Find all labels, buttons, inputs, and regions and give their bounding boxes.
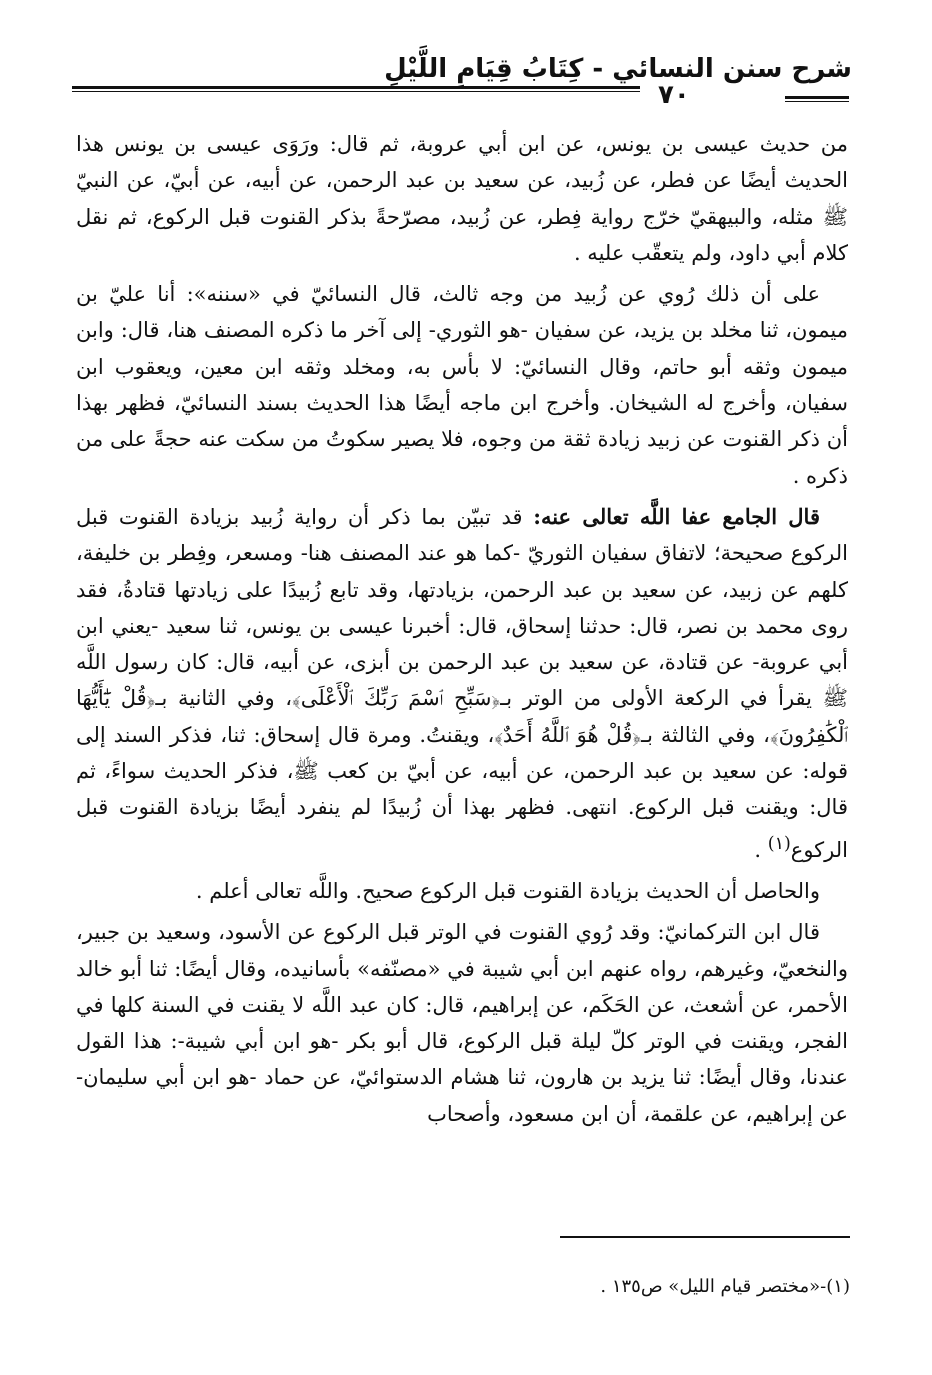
paragraph-3-text: قد تبيّن بما ذكر أن رواية زُبيد بزيادة القنوت قبل الركوع صحيحة؛ لاتفاق سفيان الثوريّ -كما هو عند المصنف هنا- ومسعر، وفِطر بن خليفة، كلهم عن زبيد، عن سعيد بن عبد الرحمن، بزيادتها، وقد تابع زُبيدًا على زيادتها قتادةُ، فقد روى محمد بن نصر، قال: حدثنا إسحاق، قال: أخبرنا عيسى بن يونس، ثنا سعيد -يعني ابن أبي عروبة- عن قتادة، عن سعيد بن عبد الرحمن بن أبزى، عن أبيه، قال: كان رسول اللَّه ﷺ يقرأ في الركعة الأولى من الوتر بـ﴿سَبِّحِ ٱسْمَ رَبِّكَ ٱلْأَعْلَى﴾، وفي الثانية بـ﴿قُلْ يَٰٓأَيُّهَا ٱلْكَٰفِرُونَ﴾، وفي الثالثة بـ﴿قُلْ هُوَ ٱللَّهُ أَحَدٌ﴾، ويقنتُ. ومرة قال إسحاق: ثنا، فذكر السند إلى قوله: عن سعيد بن عبد الرحمن، عن أبيه، عن أبيّ بن كعب ﷺ، فذكر الحديث سواءً، ثم قال: ويقنت قبل الركوع. انتهى. فظهر بهذا أن زُبيدًا لم ينفرد أيضًا بزيادة القنوت قبل الركوع [76,504,848,862]
header-title: شرح سنن النسائي - كِتَابُ قِيَامِ اللَّيْلِ [384,54,852,84]
footnote-divider [560,1236,850,1238]
running-header [72,52,852,102]
header-rule [72,86,640,92]
paragraph-2: على أن ذلك رُوي عن زُبيد من وجه ثالث، قال النسائيّ في «سننه»: أنا عليّ بن ميمون، ثنا مخلد بن يزيد، عن سفيان -هو الثوري- إلى آخر ما ذكره المصنف هنا، قال: وابن ميمون وثقه أبو حاتم، وقال النسائيّ: لا بأس به، ومخلد وثقه ابن معين، ويعقوب ابن سفيان، وأخرج له الشيخان. وأخرج ابن ماجه أيضًا هذا الحديث بسند النسائيّ، فظهر بهذا أن ذكر القنوت عن زبيد زيادة ثقة من وجوه، فلا يصير سكوتُ من سكت عنه حجةً على من ذكره . [76,282,848,488]
compiler-lead: قال الجامع عفا اللَّه تعالى عنه: [533,503,820,529]
page-number-rule [785,96,849,102]
paragraph-3 [76,499,848,868]
paragraph-3-end: . [754,837,768,862]
paragraph-4: والحاصل أن الحديث بزيادة القنوت قبل الركوع صحيح. واللَّه تعالى أعلم . [195,878,820,903]
page-number: ٧٠ [658,80,690,110]
footnote-ref[interactable]: (١) [767,833,791,854]
paragraph-5: قال ابن التركمانيّ: وقد رُوي القنوت في الوتر قبل الركوع عن الأسود، وسعيد بن جبير، والنخعيّ، وغيرهم، رواه عنهم ابن أبي شيبة في «مصنّفه» بأسانيده، وقال أيضًا: ثنا أبو خالد الأحمر، عن أشعث، عن الحَكَم، عن إبراهيم، قال: كان عبد اللَّه لا يقنت في السنة كلها في الفجر، ويقنت في الوتر كلّ ليلة قبل الركوع، قال أبو بكر -هو ابن أبي شيبة-: هذا القول عندنا، وقال أيضًا: ثنا يزيد بن هارون، ثنا هشام الدستوائيّ، عن حماد -هو ابن أبي سليمان- عن إبراهيم، عن علقمة، أن ابن مسعود، وأصحاب [76,920,848,1126]
main-text [76,126,848,1132]
footnote: (١)-«مختصر قيام الليل» ص١٣٥ . [600,1276,850,1297]
paragraph-1: من حديث عيسى بن يونس، عن ابن أبي عروبة، ثم قال: ورَوَى عيسى بن يونس هذا الحديث أيضًا عن فطر، عن زُبيد، عن سعيد بن عبد الرحمن، عن أبيه، عن أبيّ، عن النبيّ ﷺ مثله، والبيهقيّ خرّج رواية فِطر، عن زُبيد، مصرّحةً بذكر القنوت قبل الركوع، ثم نقل كلام أبي داود، ولم يتعقّب عليه . [76,132,848,265]
